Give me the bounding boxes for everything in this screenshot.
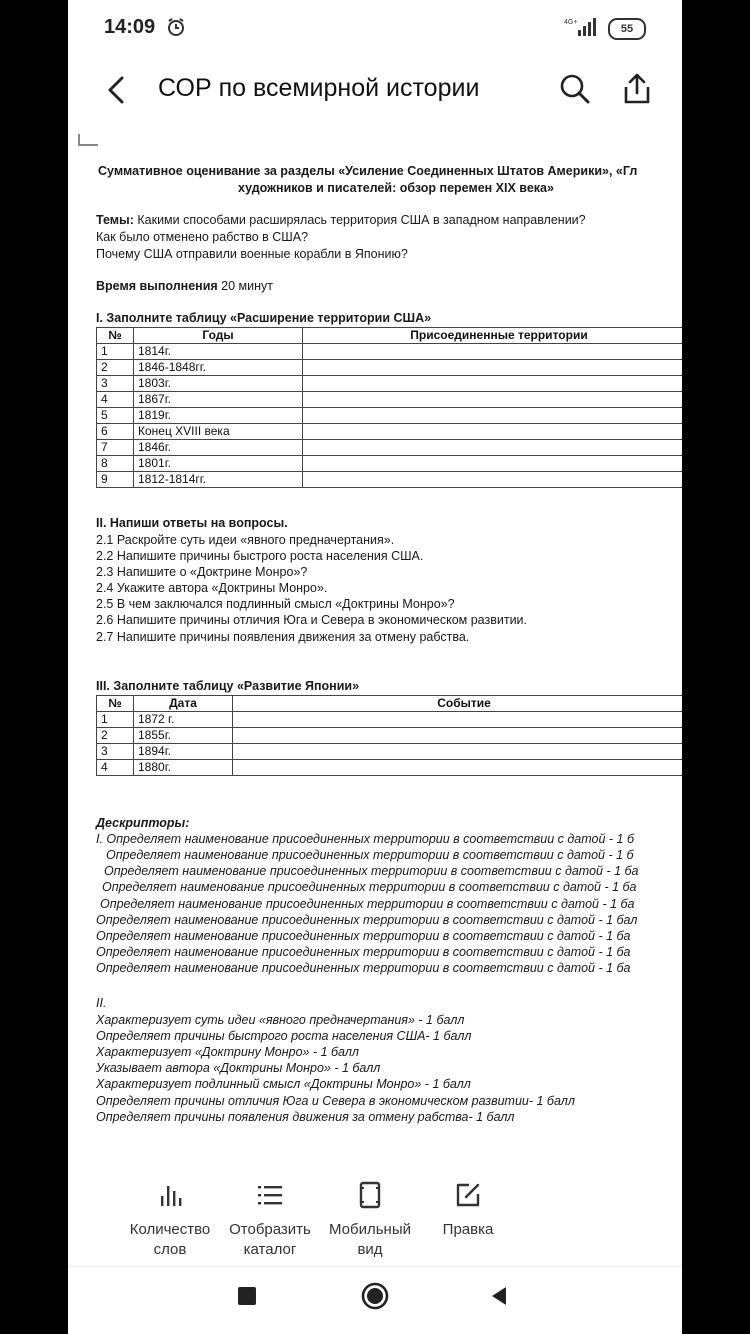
col-number: № <box>97 696 134 712</box>
row-number: 2 <box>97 728 134 744</box>
row-number: 8 <box>97 456 134 472</box>
row-number: 9 <box>97 472 134 488</box>
word-count-button[interactable] <box>115 1180 225 1260</box>
row-number: 2 <box>97 360 134 376</box>
question-5: 2.5 В чем заключался подлинный смысл «Доктрины Монро»? <box>96 597 455 611</box>
descriptor-2-4: Указывает автора «Доктрины Монро» - 1 балл <box>96 1061 381 1075</box>
descriptor-2-7: Определяет причины появления движения за отмену рабства- 1 балл <box>96 1110 515 1124</box>
signal-icon <box>564 16 600 38</box>
descriptor-1-5: Определяет наименование присоединенных территории в соответствии с датой - 1 ба <box>100 897 635 911</box>
alarm-icon <box>166 17 186 37</box>
edit-icon <box>453 1180 483 1210</box>
row-number: 1 <box>97 344 134 360</box>
row-event[interactable] <box>233 760 683 776</box>
table-row <box>97 456 683 472</box>
table-row <box>97 392 683 408</box>
row-territory[interactable] <box>303 392 683 408</box>
table-row <box>97 424 683 440</box>
status-bar <box>68 0 682 56</box>
question-7: 2.7 Напишите причины появления движения за отмену рабства. <box>96 630 470 644</box>
table-row <box>97 712 683 728</box>
document-title: СОР по всемирной истории <box>158 74 480 102</box>
themes-label: Темы: <box>96 213 134 227</box>
row-date: 1872 г. <box>134 712 233 728</box>
time-value: 20 минут <box>217 279 273 293</box>
home-icon[interactable] <box>360 1281 390 1311</box>
question-6: 2.6 Напишите причины отличия Юга и Севера в экономическом развитии. <box>96 613 528 627</box>
document-page[interactable] <box>68 130 682 1152</box>
row-territory[interactable] <box>303 456 683 472</box>
row-number: 5 <box>97 408 134 424</box>
descriptor-1-6: Определяет наименование присоединенных территории в соответствии с датой - 1 бал <box>96 913 638 927</box>
network-type: 4G+ <box>564 19 578 26</box>
status-time: 14:09 <box>104 16 156 38</box>
themes-line <box>96 213 586 227</box>
search-icon[interactable] <box>558 72 592 106</box>
descriptor-2-5: Характеризует подлинный смысл «Доктрины Монро» - 1 балл <box>96 1077 471 1091</box>
table-header-row <box>97 696 683 712</box>
row-number: 3 <box>97 376 134 392</box>
back-arrow-icon[interactable] <box>104 72 128 108</box>
col-years: Годы <box>134 328 303 344</box>
table-row <box>97 376 683 392</box>
time-label: Время выполнения <box>96 279 218 293</box>
row-number: 1 <box>97 712 134 728</box>
bar-chart-icon <box>155 1180 185 1210</box>
descriptor-1-1: I. Определяет наименование присоединенных территории в соответствии с датой - 1 б <box>96 832 634 846</box>
row-number: 3 <box>97 744 134 760</box>
row-event[interactable] <box>233 712 683 728</box>
row-year: 1803г. <box>134 376 303 392</box>
row-territory[interactable] <box>303 408 683 424</box>
row-year: 1814г. <box>134 344 303 360</box>
table-row <box>97 360 683 376</box>
list-icon <box>255 1180 285 1210</box>
theme-1: Какими способами расширялась территория США в западном направлении? <box>133 213 586 227</box>
row-number: 4 <box>97 392 134 408</box>
battery-indicator: 55 <box>608 18 646 40</box>
question-2: 2.2 Напишите причины быстрого роста населения США. <box>96 549 424 563</box>
descriptor-1-3: Определяет наименование присоединенных территории в соответствии с датой - 1 ба <box>104 864 639 878</box>
time-line <box>96 279 273 293</box>
page-corner-mark <box>78 134 98 146</box>
table-header-row <box>97 328 683 344</box>
mobile-view-label-2: вид <box>357 1241 383 1258</box>
descriptor-2-1: Характеризует суть идеи «явного предначертания» - 1 балл <box>96 1013 465 1027</box>
row-date: 1855г. <box>134 728 233 744</box>
row-territory[interactable] <box>303 360 683 376</box>
descriptor-2-title: II. <box>96 996 107 1010</box>
question-1: 2.1 Раскройте суть идеи «явного предначертания». <box>96 533 395 547</box>
row-territory[interactable] <box>303 376 683 392</box>
doc-heading-line2: художников и писателей: обзор перемен XIX века» <box>238 181 554 195</box>
descriptor-2-6: Определяет причины отличия Юга и Севера в экономическом развитии- 1 балл <box>96 1094 575 1108</box>
section1-title: I. Заполните таблицу «Расширение территории США» <box>96 311 432 325</box>
row-year: 1846-1848гг. <box>134 360 303 376</box>
show-catalog-button[interactable] <box>215 1180 325 1260</box>
col-event: Событие <box>233 696 683 712</box>
row-number: 7 <box>97 440 134 456</box>
table-row <box>97 744 683 760</box>
descriptor-1-2: Определяет наименование присоединенных территории в соответствии с датой - 1 б <box>106 848 634 862</box>
back-nav-icon[interactable] <box>488 1285 510 1307</box>
col-date: Дата <box>134 696 233 712</box>
mobile-view-icon <box>355 1180 385 1210</box>
descriptor-2-3: Характеризует «Доктрину Монро» - 1 балл <box>96 1045 359 1059</box>
table-row <box>97 760 683 776</box>
share-icon[interactable] <box>622 72 652 106</box>
table-row <box>97 472 683 488</box>
show-catalog-label-2: каталог <box>243 1241 297 1258</box>
descriptor-1-4: Определяет наименование присоединенных территории в соответствии с датой - 1 ба <box>102 880 637 894</box>
row-number: 6 <box>97 424 134 440</box>
phone-screen <box>68 0 682 1334</box>
question-4: 2.4 Укажите автора «Доктрины Монро». <box>96 581 328 595</box>
system-nav-bar <box>68 1266 682 1334</box>
section2-title: II. Напиши ответы на вопросы. <box>96 516 288 530</box>
edit-label: Правка <box>442 1221 494 1238</box>
row-year: Конец XVIII века <box>134 424 303 440</box>
word-count-label-1: Количество <box>129 1221 211 1238</box>
app-header <box>68 60 682 120</box>
mobile-view-label-1: Мобильный <box>329 1221 411 1238</box>
row-year: 1819г. <box>134 408 303 424</box>
section3-title: III. Заполните таблицу «Развитие Японии» <box>96 679 360 693</box>
row-year: 1867г. <box>134 392 303 408</box>
row-territory[interactable] <box>303 472 683 488</box>
row-event[interactable] <box>233 744 683 760</box>
recents-icon[interactable] <box>236 1285 258 1307</box>
descriptor-1-8: Определяет наименование присоединенных территории в соответствии с датой - 1 ба <box>96 945 631 959</box>
col-territories: Присоединенные территории <box>303 328 683 344</box>
row-number: 4 <box>97 760 134 776</box>
descriptor-1-7: Определяет наименование присоединенных территории в соответствии с датой - 1 ба <box>96 929 631 943</box>
row-territory[interactable] <box>303 344 683 360</box>
edit-button[interactable] <box>413 1180 523 1240</box>
col-number: № <box>97 328 134 344</box>
theme-2: Как было отменено рабство в США? <box>96 230 309 244</box>
bottom-toolbar <box>68 1162 682 1262</box>
row-territory[interactable] <box>303 424 683 440</box>
table-row <box>97 408 683 424</box>
row-date: 1880г. <box>134 760 233 776</box>
descriptor-1-9: Определяет наименование присоединенных территории в соответствии с датой - 1 ба <box>96 961 631 975</box>
row-territory[interactable] <box>303 440 683 456</box>
table-row <box>97 344 683 360</box>
descriptor-2-2: Определяет причины быстрого роста населения США- 1 балл <box>96 1029 472 1043</box>
word-count-label-2: слов <box>153 1241 187 1258</box>
mobile-view-button[interactable] <box>315 1180 425 1260</box>
usa-territory-table <box>96 327 682 488</box>
question-3: 2.3 Напишите о «Доктрине Монро»? <box>96 565 308 579</box>
row-year: 1801г. <box>134 456 303 472</box>
table-row <box>97 440 683 456</box>
show-catalog-label-1: Отобразить <box>229 1221 311 1238</box>
row-year: 1846г. <box>134 440 303 456</box>
doc-heading-line1: Суммативное оценивание за разделы «Усиление Соединенных Штатов Америки», «Гл <box>98 164 638 178</box>
row-date: 1894г. <box>134 744 233 760</box>
table-row <box>97 728 683 744</box>
row-year: 1812-1814гг. <box>134 472 303 488</box>
row-event[interactable] <box>233 728 683 744</box>
descriptors-title: Дескрипторы: <box>96 816 190 830</box>
theme-3: Почему США отправили военные корабли в Японию? <box>96 247 408 261</box>
japan-table <box>96 695 682 776</box>
